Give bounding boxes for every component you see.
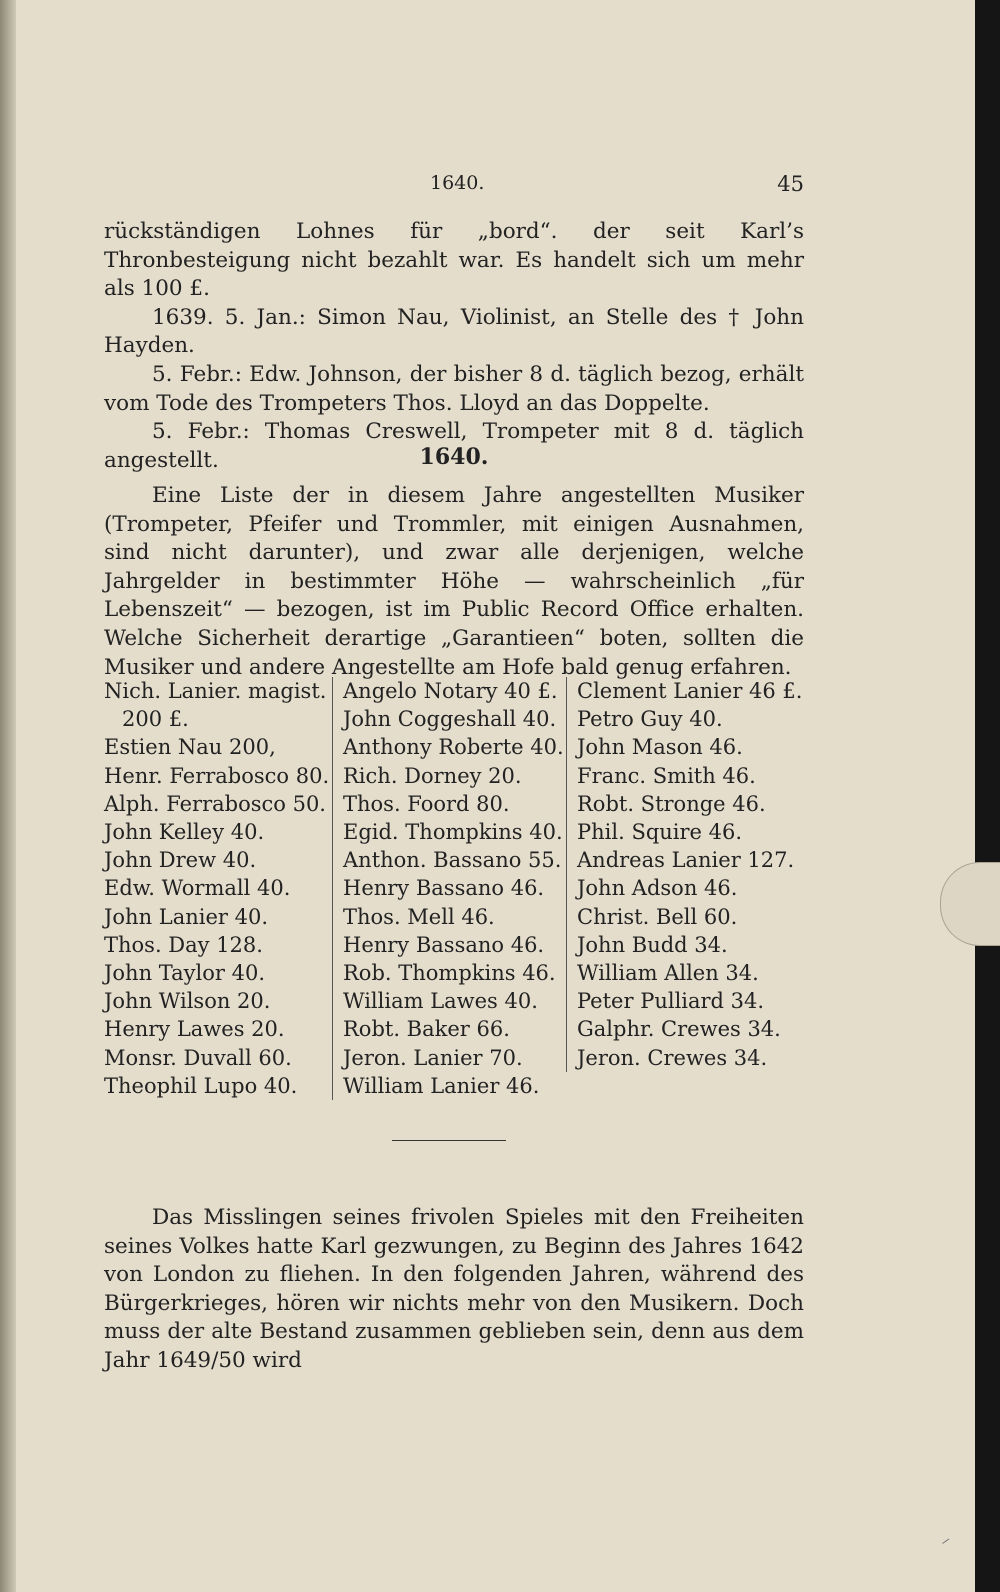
- list-item: Anthony Roberte 40.: [343, 735, 564, 760]
- list-item: Edw. Wormall 40.: [104, 876, 291, 901]
- list-item: Henry Bassano 46.: [343, 932, 545, 957]
- list-item: Andreas Lanier 127.: [577, 848, 795, 873]
- page-number: 45: [777, 172, 804, 196]
- list-item: Henr. Ferrabosco 80.: [104, 763, 330, 788]
- list-item: Egid. Thompkins 40.: [343, 820, 563, 845]
- paragraph: 5. Febr.: Thomas Creswell, Trompeter mit 8 d. täglich angestellt.: [104, 419, 804, 473]
- list-item: Alph. Ferrabosco 50.: [104, 791, 326, 816]
- section-heading: 1640.: [419, 444, 489, 470]
- list-item: Monsr. Duvall 60.: [104, 1045, 292, 1070]
- book-spine: [0, 0, 16, 1592]
- list-item: Anthon. Bassano 55.: [343, 848, 562, 873]
- list-item: Thos. Foord 80.: [343, 791, 510, 816]
- list-item: Rich. Dorney 20.: [343, 763, 522, 788]
- text-block-2: [104, 482, 804, 682]
- list-item: John Adson 46.: [577, 876, 738, 901]
- text-block-3: [104, 1204, 804, 1376]
- list-item: William Lawes 40.: [343, 989, 538, 1014]
- list-item: Estien Nau 200,: [104, 735, 276, 760]
- list-item: William Allen 34.: [577, 961, 759, 986]
- list-item: John Kelley 40.: [104, 820, 265, 845]
- list-item: Robt. Baker 66.: [343, 1017, 510, 1042]
- list-item: Rob. Thompkins 46.: [343, 961, 556, 986]
- list-item: Angelo Notary 40 £.: [343, 679, 558, 703]
- list-item: John Budd 34.: [577, 932, 728, 957]
- paragraph: 1639. 5. Jan.: Simon Nau, Violinist, an Stelle des † John Hayden.: [104, 304, 804, 359]
- list-item: Robt. Stronge 46.: [577, 791, 766, 816]
- list-item: Theophil Lupo 40.: [104, 1073, 298, 1098]
- header-year: 1640.: [430, 172, 485, 194]
- musician-column-2: [332, 677, 564, 1100]
- list-item: Henry Lawes 20.: [104, 1017, 285, 1042]
- list-item: Nich. Lanier. magist.: [104, 679, 327, 703]
- list-item: Clement Lanier 46 £.: [577, 679, 803, 703]
- section-divider: [392, 1140, 506, 1141]
- list-item: Henry Bassano 46.: [343, 876, 545, 901]
- paragraph: Das Misslingen seines frivolen Spieles mit den Freiheiten seines Volkes hatte Karl gezwungen, zu Beginn des Jahres 1642 von London zu fliehen. In den folgenden Jahren, während des Bürgerkrieges, hören wir nichts mehr von den Musikern. Doch muss der alte Bestand zusammen geblieben sein, denn aus dem Jahr 1649/50 wird: [104, 1205, 804, 1373]
- list-item: Christ. Bell 60.: [577, 904, 738, 929]
- list-item: Franc. Smith 46.: [577, 763, 756, 788]
- page-mark: [942, 1539, 954, 1551]
- list-item: Peter Pulliard 34.: [577, 989, 765, 1014]
- list-item: Jeron. Lanier 70.: [343, 1045, 523, 1070]
- scan-background: [975, 0, 1000, 1592]
- list-item: John Lanier 40.: [104, 904, 269, 929]
- paragraph: 5. Febr.: Edw. Johnson, der bisher 8 d. täglich bezog, erhält vom Tode des Trompeters Thos. Lloyd an das Doppelte.: [104, 361, 804, 416]
- list-item: John Coggeshall 40.: [343, 707, 557, 732]
- paragraph: Eine Liste der in diesem Jahre angestellten Musiker (Trompeter, Pfeifer und Trommler, mit einigen Ausnahmen, sind nicht darunter), und zwar alle derjenigen, welche Jahrgelder in bestimmter Höhe — wahrscheinlich „für Lebenszeit“ — bezogen, ist im Public Record Office erhalten. Welche Sicherheit derartige „Garantieen“ boten, sollten die Musiker und andere Angestellte am Hofe bald genug erfahren.: [104, 483, 804, 680]
- list-item: John Mason 46.: [577, 735, 743, 760]
- list-item: William Lanier 46.: [343, 1073, 540, 1098]
- musician-column-3: [566, 677, 802, 1072]
- paragraph: rückständigen Lohnes für „bord“. der seit Karl’s Thronbesteigung nicht bezahlt war. Es handelt sich um mehr als 100 £.: [104, 219, 804, 302]
- list-item: John Wilson 20.: [104, 989, 271, 1014]
- list-item: 200 £.: [122, 707, 189, 732]
- list-item: Thos. Mell 46.: [343, 904, 495, 929]
- musician-column-1: [104, 677, 329, 1100]
- list-item: John Drew 40.: [104, 848, 257, 873]
- list-item: Phil. Squire 46.: [577, 820, 743, 845]
- text-block-1: [104, 218, 804, 475]
- list-item: John Taylor 40.: [104, 961, 266, 986]
- list-item: Jeron. Crewes 34.: [577, 1045, 768, 1070]
- list-item: Galphr. Crewes 34.: [577, 1017, 781, 1042]
- list-item: Thos. Day 128.: [104, 932, 263, 957]
- list-item: Petro Guy 40.: [577, 707, 723, 732]
